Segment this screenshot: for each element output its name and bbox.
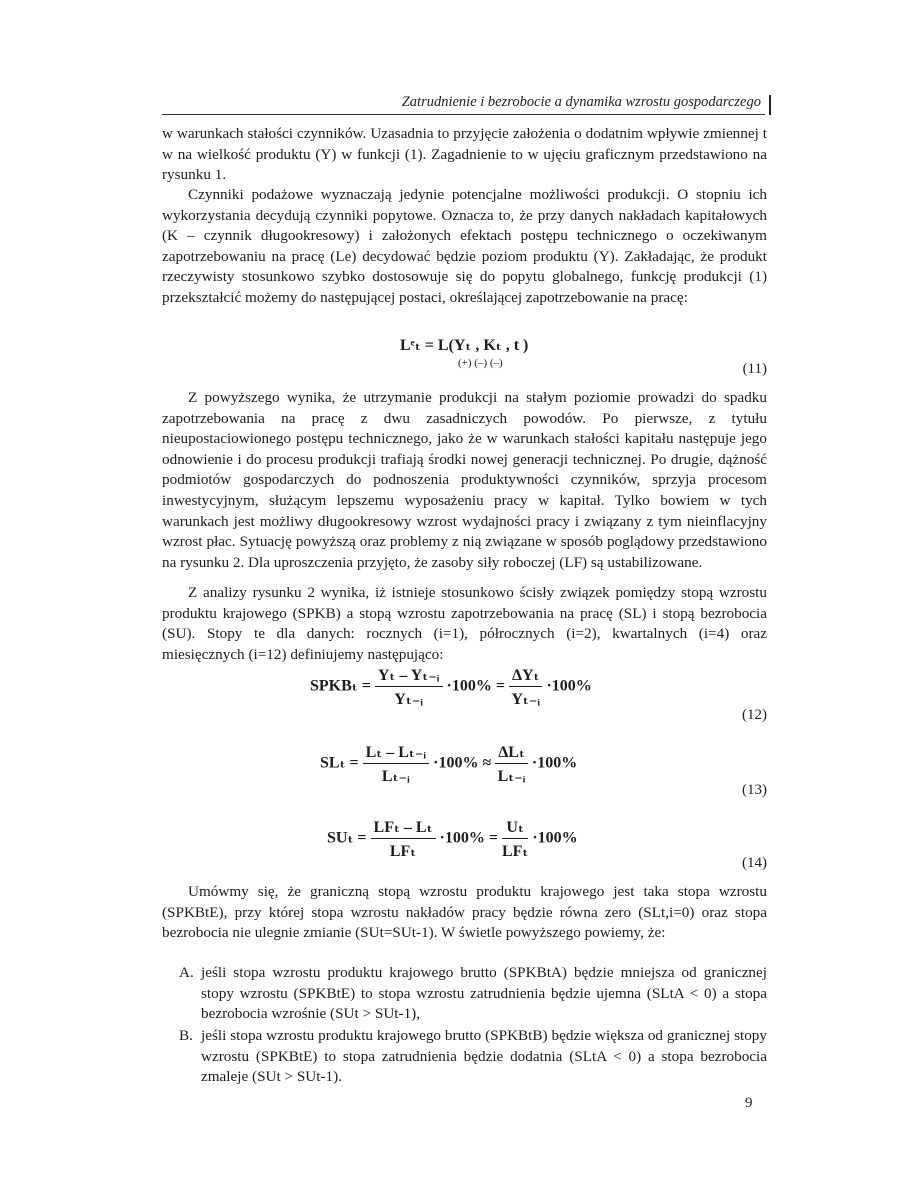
equation-11-number: (11): [742, 361, 767, 377]
equation-12-formula: SPKBₜ = $\frac{\text{Yₜ – Yₜ₋ᵢ}}{\text{Yₜ₋ᵢ}}$ ·100% = $\frac{\text{ΔYₜ}}{\text{Yₜ₋ᵢ}}$ ·100%: [310, 667, 592, 708]
paragraph-3: [162, 583, 767, 665]
list-item-a: [179, 963, 767, 1025]
equation-13-frac1-numerator: Lₜ – Lₜ₋ᵢ: [363, 742, 429, 764]
equation-14-frac1-numerator: LFₜ – Lₜ: [371, 817, 436, 839]
equation-12: [162, 665, 767, 735]
equation-14-frac1-denominator: LFₜ: [389, 843, 417, 860]
equation-13-number: (13): [742, 782, 767, 798]
equation-13-mid: ·100% ≈: [433, 754, 492, 772]
paragraph-1: [162, 185, 767, 309]
list-item-b: [179, 1026, 767, 1088]
paragraph-0-text: w warunkach stałości czynników. Uzasadnia to przyjęcie założenia o dodatnim wpływie zmiennej t w na wielkość produktu (Y) w funkcji (1). Zagadnienie to w ujęciu graficznym przedstawiono na rysunku 1.: [162, 125, 767, 184]
equation-13-tail: ·100%: [531, 754, 578, 772]
equation-14-frac2-denominator: LFₜ: [501, 843, 529, 860]
equation-13-fraction-1: [363, 742, 429, 786]
equation-13-frac1-denominator: Lₜ₋ᵢ: [381, 768, 410, 785]
equation-12-fraction-1: [375, 665, 443, 709]
list-item-b-text: jeśli stopa wzrostu produktu krajowego brutto (SPKBtB) będzie większa od granicznej stopy wzrostu (SPKBtE) to stopa zatrudnienia będzie dodatnia (SLtA < 0) a stopa bezrobocia zmaleje (SUt > SUt-1).: [201, 1027, 767, 1086]
equation-14-fraction-1: [371, 817, 436, 861]
equation-12-tail: ·100%: [546, 677, 592, 695]
equation-14-lhs: SUₜ: [327, 829, 354, 847]
equation-12-frac2-numerator: ΔYₜ: [509, 665, 543, 687]
equation-11-lhs: Lᵉₜ: [400, 337, 421, 354]
equation-13-frac2-numerator: ΔLₜ: [495, 742, 528, 764]
running-title: Zatrudnienie i bezrobocie a dynamika wzrostu gospodarczego: [401, 94, 761, 110]
paragraph-3-text: Z analizy rysunku 2 wynika, iż istnieje stosunkowo ścisły związek pomiędzy stopą wzrostu produktu krajowego (SPKB) a stopą wzrostu zapotrzebowania na pracę (SL) i stopą bezrobocia (SU). Stopy te dla danych: rocznych (i=1), półrocznych (i=2), kwartalnych (i=4) oraz miesięcznych (i=12) definiujemy następująco:: [162, 584, 767, 663]
running-header: [162, 92, 765, 115]
equation-11: [162, 333, 767, 383]
paragraph-2-text: Z powyższego wynika, że utrzymanie produkcji na stałym poziomie prowadzi do spadku zapotrzebowania na pracę z dwu zasadniczych powodów. Po pierwsze, z tytułu nieupostaciowionego postępu technicznego, jako że w warunkach stałości kapitału następuje jego odnowienie i do procesu produkcji trafiają środki nowej generacji technicznej. Po drugie, dążność podmiotów gospodarczych do podnoszenia produktywności czynników, sprzyja procesom inwestycyjnym, służącym lepszemu wyposażeniu pracy w kapitał. Tylko bowiem w tych warunkach jest możliwy długookresowy wzrost wydajności pracy i związany z tym nieinflacyjny wzrost płac. Sytuację powyższą oraz problemy z nią związane w sposób poglądowy przedstawiono na rysunku 2. Dla uproszczenia przyjęto, że zasoby siły roboczej (LF) są ustabilizowane.: [162, 389, 767, 571]
equation-12-number: (12): [742, 707, 767, 723]
equation-12-frac1-denominator: Yₜ₋ᵢ: [394, 691, 424, 708]
equation-12-frac1-numerator: Yₜ – Yₜ₋ᵢ: [375, 665, 443, 687]
equation-14-mid: ·100% =: [439, 829, 498, 847]
equation-12-frac2-denominator: Yₜ₋ᵢ: [511, 691, 541, 708]
paragraph-1-text: Czynniki podażowe wyznaczają jedynie potencjalne możliwości produkcji. O stopniu ich wykorzystania decydują czynniki popytowe. Oznacza to, że przy danych nakładach kapitałowych (K – czynnik długookresowy) i założonych efektach postępu technicznego o oczekiwanym zapotrzebowaniu na pracę (Le) decydować będzie poziom produktu (Y). Zakładając, że produkt rzeczywisty stosunkowo szybko dostosowuje się do popytu globalnego, funkcję produkcji (1) przekształcić możemy do następującej postaci, określającej zapotrzebowanie na pracę:: [162, 186, 767, 306]
paragraph-0: [162, 124, 767, 186]
paragraph-2: [162, 388, 767, 573]
list-item-b-label: B.: [179, 1027, 193, 1044]
paragraph-4: [162, 882, 767, 944]
equation-11-signs: (+) (–) (–): [458, 357, 503, 369]
equation-13-lhs: SLₜ: [320, 754, 346, 772]
equation-14-tail: ·100%: [532, 829, 578, 847]
equation-11-rhs: = L(Yₜ , Kₜ , t ): [424, 337, 529, 354]
equation-14-frac2-numerator: Uₜ: [502, 817, 528, 839]
paragraph-4-text: Umówmy się, że graniczną stopą wzrostu produktu krajowego jest taka stopa wzrostu (SPKBtE), przy której stopa wzrostu nakładów pracy będzie równa zero (SLt,i=0) oraz stopa bezrobocia nie ulegnie zmianie (SUt=SUt-1). W świetle powyższego powiemy, że:: [162, 883, 767, 942]
equation-12-fraction-2: [509, 665, 543, 709]
equation-14: [162, 817, 767, 887]
list-item-a-label: A.: [179, 964, 194, 981]
equation-12-lhs: SPKBₜ: [310, 677, 358, 695]
equation-13-formula: SLₜ = $\frac{\text{Lₜ – Lₜ₋ᵢ}}{\text{Lₜ₋ᵢ}}$ ·100% ≈ $\frac{\text{ΔLₜ}}{\text{Lₜ₋ᵢ}}$ ·100%: [320, 744, 578, 785]
page-number: 9: [745, 1095, 753, 1111]
equation-14-number: (14): [742, 855, 767, 871]
equation-11-formula: [400, 335, 528, 355]
equation-14-formula: SUₜ = $\frac{\text{LFₜ – Lₜ}}{\text{LFₜ}}$ ·100% = $\frac{\text{Uₜ}}{\text{LFₜ}}$ ·100%: [327, 819, 578, 860]
equation-13-frac2-denominator: Lₜ₋ᵢ: [497, 768, 526, 785]
header-rule-mark: [769, 95, 771, 115]
equation-12-mid: ·100% =: [446, 677, 505, 695]
equation-13-fraction-2: [495, 742, 528, 786]
equation-13: [162, 742, 767, 812]
list-item-a-text: jeśli stopa wzrostu produktu krajowego brutto (SPKBtA) będzie mniejsza od granicznej stopy wzrostu (SPKBtE) to stopa wzrostu zatrudnienia będzie ujemna (SLtA < 0) a stopa bezrobocia wzrośnie (SUt > SUt-1),: [201, 964, 767, 1023]
equation-14-fraction-2: [502, 817, 528, 861]
